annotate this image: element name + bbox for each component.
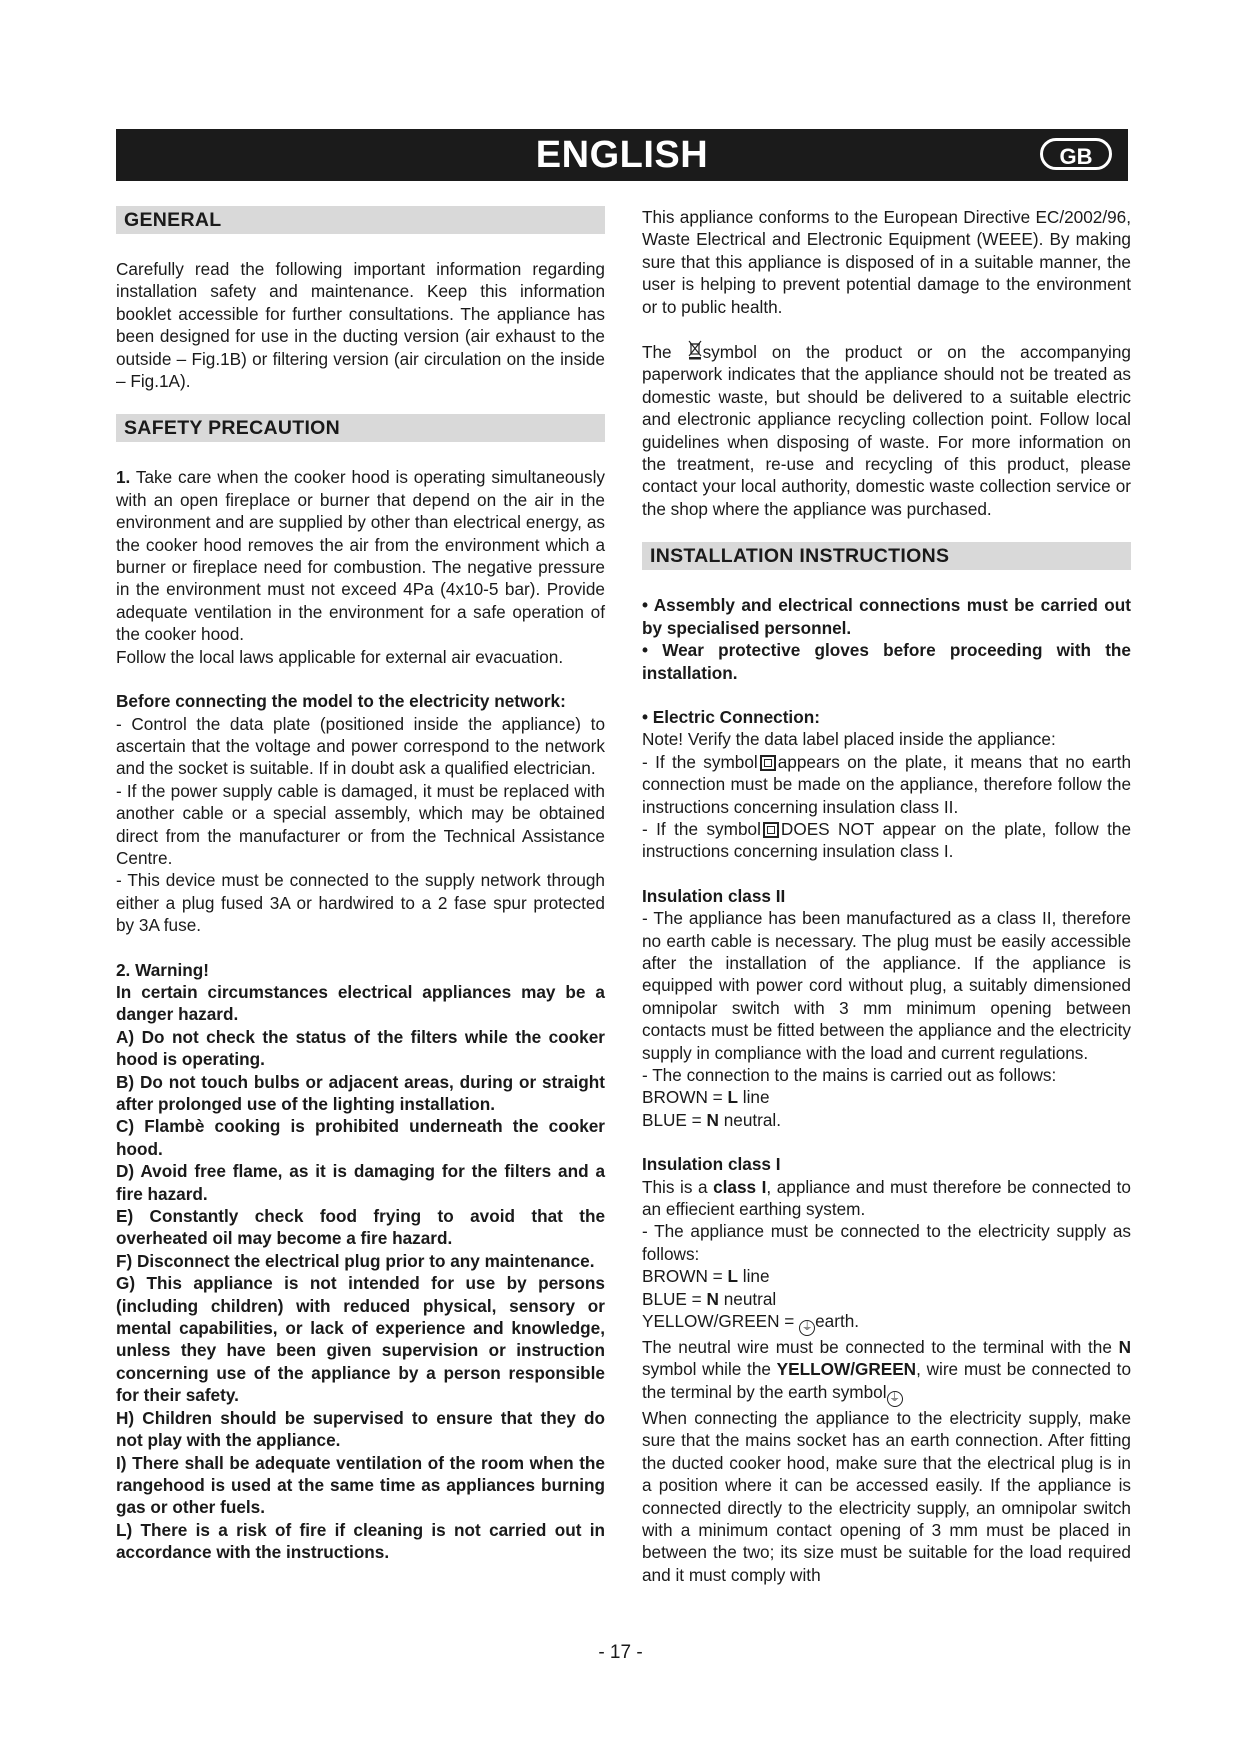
- weee-paragraph: This appliance conforms to the European Directive EC/2002/96, Waste Electrical and Electronic Equipment (WEEE). By making sure that this appliance is disposed of in a suitable manner, the user is helping to prevent potential damage to the environment or to public health.: [642, 207, 1131, 317]
- earth-icon: ⏚: [799, 1320, 815, 1336]
- warning-item: B) Do not touch bulbs or adjacent areas, during or straight after prolonged use of the lighting installation.: [116, 1071, 605, 1114]
- before-item-1: - Control the data plate (positioned inside the appliance) to ascertain that the voltage and power correspond to the network and the socket is suitable. If in doubt ask a qualified electrician.: [116, 713, 605, 779]
- warning-item: G) This appliance is not intended for use by persons (including children) with reduced physical, sensory or mental capabilities, or lack of experience and knowledge, unless they have been given supervision or instruction concerning use of the appliance by a person responsible for their safety.: [116, 1273, 605, 1406]
- brown-line: BROWN = L line: [642, 1266, 770, 1287]
- weee-symbol-paragraph: The symbol on the product or on the accompanying paperwork indicates that the appliance should not be treated as domestic waste, but should be delivered to a suitable electric and electronic appliance recycling collection point. Follow local guidelines when disposing of waste. For more information on the treatment, re-use and recycling of this product, please contact your local authority, domestic waste collection service or the shop where the appliance was purchased.: [642, 342, 1131, 519]
- earth-icon: ⏚: [887, 1391, 903, 1407]
- brown-line: BROWN = L line: [642, 1087, 770, 1108]
- warning-title: 2. Warning!: [116, 959, 209, 980]
- warning-item: D) Avoid free flame, as it is damaging for the filters and a fire hazard.: [116, 1161, 605, 1204]
- before-connecting-title: Before connecting the model to the electricity network:: [116, 691, 566, 712]
- class2-symbol-line: - If the symbol appears on the plate, it means that no earth connection must be made on the appliance, therefore follow the instructions concerning insulation class II.: [642, 751, 1132, 817]
- neutral-wire-text: The neutral wire must be connected to the terminal with the N symbol while the YELLOW/GREEN, wire must be connected to the terminal by the earth symbol ⏚: [642, 1336, 1131, 1407]
- install-bullet-1: • Assembly and electrical connections must be carried out by specialised personnel.: [642, 595, 1131, 638]
- warning-item: F) Disconnect the electrical plug prior to any maintenance.: [116, 1250, 595, 1271]
- class2-title: Insulation class II: [642, 885, 786, 906]
- before-item-3: - This device must be connected to the supply network through either a plug fused 3A or hardwired to a 2 fase spur protected by 3A fuse.: [116, 870, 605, 936]
- warning-item: H) Children should be supervised to ensure that they do not play with the appliance.: [116, 1407, 605, 1451]
- general-text: Carefully read the following important information regarding installation safety and maintenance. Keep this information booklet accessible for further consultations. The appliance has been designed for use in the ducting version (air exhaust to the outside – Fig.1B) or filtering version (air circulation on the inside – Fig.1A).: [116, 259, 605, 392]
- warning-item: L) There is a risk of fire if cleaning is not carried out in accordance with the instructions.: [116, 1519, 605, 1563]
- paragraph-text: Take care when the cooker hood is operating simultaneously with an open fireplace or burner that depend on the air in the environment and are supplied by other than electrical energy, as the cooker hood removes the air from the environment which a burner or fireplace need for combustion. The negative pressure in the environment must not exceed 4Pa (4x10-5 bar). Provide adequate ventilation in the environment for a safe operation of the cooker hood.: [116, 467, 605, 645]
- crossed-bin-icon: [687, 340, 703, 360]
- page-number: - 17 -: [598, 1642, 643, 1663]
- general-heading: GENERAL: [116, 206, 605, 234]
- before-item-2: - If the power supply cable is damaged, it must be replaced with another cable or a special assembly, which may be obtained direct from the manufacturer or from the Technical Assistance Centre.: [116, 780, 605, 868]
- right-column: [642, 206, 1131, 1586]
- warning-item: E) Constantly check food frying to avoid that the overheated oil may become a fire hazard.: [116, 1206, 605, 1249]
- warning-item: In certain circumstances electrical appliances may be a danger hazard.: [116, 981, 605, 1025]
- class2-text: - The appliance has been manufactured as a class II, therefore no earth cable is necessary. The plug must be easily accessible after the installation of the appliance. If the appliance is equipped with power cord without plug, a suitably dimensioned omnipolar switch with 3 mm minimum opening between contacts must be fitted between the appliance and the electricity supply in compliance with the load and current regulations.: [642, 908, 1131, 1063]
- safety-paragraph-1: [116, 466, 605, 645]
- language-banner: [116, 129, 1128, 181]
- class1-text: This is a class I, appliance and must therefore be connected to an effiecient earthing system.: [642, 1176, 1131, 1220]
- safety-heading: SAFETY PRECAUTION: [116, 414, 605, 442]
- paragraph-number: 1.: [116, 467, 131, 488]
- install-bullet-2: • Wear protective gloves before proceeding with the installation.: [642, 640, 1131, 683]
- page-title: ENGLISH: [535, 134, 709, 176]
- installation-heading: INSTALLATION INSTRUCTIONS: [642, 542, 1131, 570]
- class2-connection: - The connection to the mains is carried out as follows:: [642, 1065, 1057, 1085]
- left-column: [116, 206, 605, 1564]
- class1-connection: - The appliance must be connected to the electricity supply as follows:: [642, 1221, 1131, 1264]
- double-insulation-icon: [763, 822, 779, 838]
- blue-neutral: BLUE = N neutral.: [642, 1109, 782, 1130]
- blue-neutral: BLUE = N neutral: [642, 1288, 777, 1309]
- final-paragraph: When connecting the appliance to the electricity supply, make sure that the mains socket has an earth connection. After fitting the ducted cooker hood, make sure that the electrical plug is in a position where it can be accessed easily. If the appliance is connected directly to the electricity supply, an omnipolar switch with a minimum contact opening of 3 mm must be placed in between the two; its size must be suitable for the load required and it must comply with: [642, 1407, 1131, 1585]
- warning-item: A) Do not check the status of the filters while the cooker hood is operating.: [116, 1026, 605, 1070]
- class1-symbol-line: - If the symbol DOES NOT appear on the plate, follow the instructions concerning insulation class I.: [642, 818, 1132, 862]
- country-badge: GB: [1040, 138, 1112, 170]
- electric-connection-title: • Electric Connection:: [642, 706, 820, 727]
- warning-item: I) There shall be adequate ventilation of the room when the rangehood is used at the same time as appliances burning gas or other fuels.: [116, 1452, 605, 1518]
- electric-note: Note! Verify the data label placed inside the appliance:: [642, 729, 1056, 750]
- warning-item: C) Flambè cooking is prohibited underneath the cooker hood.: [116, 1116, 605, 1159]
- class1-title: Insulation class I: [642, 1154, 781, 1175]
- local-laws-text: Follow the local laws applicable for external air evacuation.: [116, 646, 564, 667]
- yellow-green-earth: YELLOW/GREEN = ⏚ earth.: [642, 1310, 1131, 1336]
- double-insulation-icon: [760, 755, 776, 771]
